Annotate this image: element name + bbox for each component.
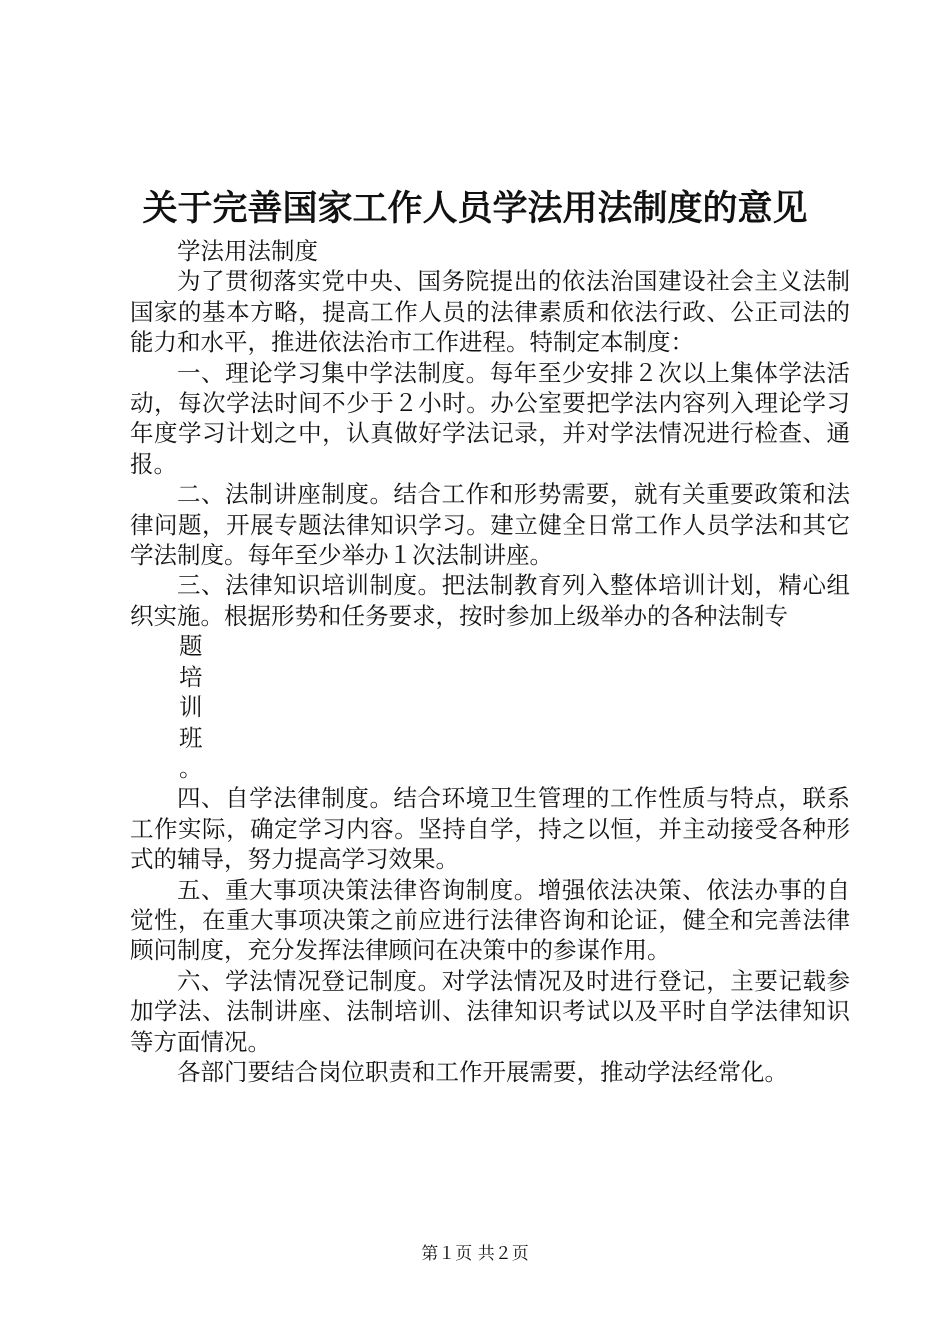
vertical-char: 培 [179,662,203,691]
paragraph-item-5: 五、重大事项决策法律咨询制度。增强依法决策、依法办事的自觉性，在重大事项决策之前应进行法律咨询和论证，健全和完善法律顾问制度，充分发挥法律顾问在决策中的参谋作用。 [130,875,850,965]
paragraph-item-4: 四、自学法律制度。结合环境卫生管理的工作性质与特点，联系工作实际，确定学习内容。坚持自学，持之以恒，并主动接受各种形式的辅导，努力提高学习效果。 [130,784,850,874]
intro-paragraph: 为了贯彻落实党中央、国务院提出的依法治国建设社会主义法制国家的基本方略，提高工作人员的法律素质和依法行政、公正司法的能力和水平，推进依法治市工作进程。特制定本制度： [130,267,850,357]
vertical-char: 。 [179,753,203,782]
paragraph-item-2: 二、法制讲座制度。结合工作和形势需要，就有关重要政策和法律问题，开展专题法律知识学习。建立健全日常工作人员学法和其它学法制度。每年至少举办１次法制讲座。 [130,480,850,570]
vertical-char: 训 [179,693,203,722]
document-title: 关于完善国家工作人员学法用法制度的意见 [142,188,808,229]
section-heading: 学法用法制度 [177,237,318,265]
closing-paragraph: 各部门要结合岗位职责和工作开展需要，推动学法经常化。 [177,1057,788,1086]
document-body [130,236,850,1087]
paragraph-item-6: 六、学法情况登记制度。对学法情况及时进行登记，主要记载参加学法、法制讲座、法制培训、法律知识考试以及平时自学法律知识等方面情况。 [130,966,850,1056]
page-footer: 第１页 共２页 [421,1244,529,1264]
paragraph-item-1: 一、理论学习集中学法制度。每年至少安排２次以上集体学法活动，每次学法时间不少于２小时。办公室要把学法内容列入理论学习年度学习计划之中，认真做好学法记录，并对学法情况进行检查、通报。 [130,358,850,478]
paragraph-item-3: 三、法律知识培训制度。把法制教育列入整体培训计划，精心组织实施。根据形势和任务要求，按时参加上级举办的各种法制专 [130,571,850,630]
vertical-text-fragment [130,631,850,783]
vertical-char: 班 [179,723,203,752]
vertical-char: 题 [179,632,203,661]
